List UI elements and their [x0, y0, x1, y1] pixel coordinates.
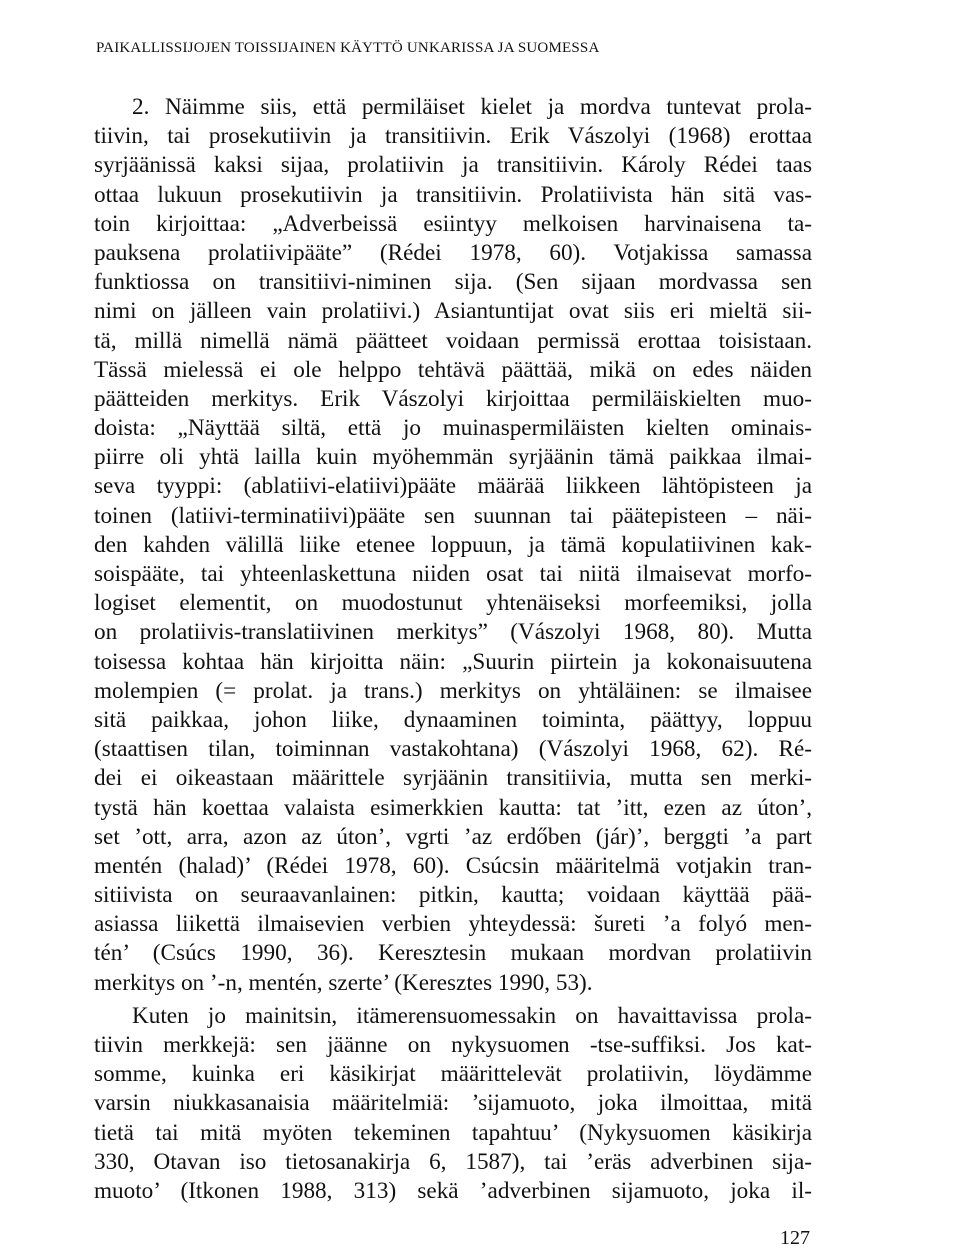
text-line: dei ei oikeastaan määrittele syrjäänin transitiivia, mutta sen merki- — [94, 765, 812, 792]
text-line: 330, Otavan iso tietosanakirja 6, 1587), tai ’eräs adverbinen sija- — [94, 1148, 812, 1175]
text-line: tiivin, tai prosekutiivin ja transitiivin. Erik Vászolyi (1968) erottaa — [94, 123, 812, 150]
text-line: sitä paikkaa, johon liike, dynaaminen toiminta, päättyy, loppuu — [94, 706, 812, 733]
text-line: toisessa kohtaa hän kirjoitta näin: „Suurin piirtein ja kokonaisuutena — [94, 648, 812, 675]
text-line: Kuten jo mainitsin, itämerensuomessakin on havaittavissa prola- — [132, 1002, 812, 1029]
text-line: tiivin merkkejä: sen jäänne on nykysuomen -tse-suffiksi. Jos kat- — [94, 1032, 812, 1058]
text-line: on prolatiivis-translatiivinen merkitys” (Vászolyi 1968, 80). Mutta — [94, 619, 812, 646]
text-line: tä, millä nimellä nämä päätteet voidaan permissä erottaa toisistaan. — [94, 327, 812, 354]
text-line: molempien (= prolat. ja trans.) merkitys on yhtäläinen: se ilmaisee — [94, 677, 812, 704]
text-line: merkitys on ’-n, mentén, szerte’ (Keresztes 1990, 53). — [94, 969, 593, 996]
page-number: 127 — [780, 1227, 810, 1249]
text-line: pauksena prolatiivipääte” (Rédei 1978, 60). Votjakissa samassa — [94, 239, 812, 266]
text-line: Tässä mielessä ei ole helppo tehtävä päättää, mikä on edes näiden — [94, 356, 812, 383]
paragraph-1 — [94, 93, 812, 998]
text-line: seva tyyppi: (ablatiivi-elatiivi)pääte määrää liikkeen lähtöpisteen ja — [94, 473, 812, 500]
paragraph-2 — [94, 1002, 812, 1206]
text-line: toin kirjoittaa: „Adverbeissä esiintyy melkoisen harvinaisena ta- — [94, 210, 812, 237]
text-line: asiassa liikettä ilmaisevien verbien yhteydessä: šureti ’a folyó men- — [94, 911, 812, 938]
text-line: päätteiden merkitys. Erik Vászolyi kirjoittaa permiläiskielten muo- — [94, 385, 812, 412]
text-line: doista: „Näyttää siltä, että jo muinaspermiläisten kielten ominais- — [94, 415, 812, 442]
text-line: sitiivista on seuraavanlainen: pitkin, kautta; voidaan käyttää pää- — [94, 882, 812, 909]
text-line: tystä hän koettaa valaista esimerkkien kautta: tat ’itt, ezen az úton’, — [94, 794, 812, 821]
text-line: logiset elementit, on muodostunut yhtenäiseksi morfeemiksi, jolla — [94, 590, 812, 617]
running-header: PAIKALLISSIJOJEN TOISSIJAINEN KÄYTTÖ UNKARISSA JA SUOMESSA — [96, 40, 600, 56]
text-line: tietä tai mitä myöten tekeminen tapahtuu’ (Nykysuomen käsikirja — [94, 1119, 812, 1146]
text-line: mentén (halad)’ (Rédei 1978, 60). Csúcsin määritelmä votjakin tran- — [94, 852, 812, 879]
text-line: varsin niukkasanaisia määritelmiä: ’sijamuoto, joka ilmoittaa, mitä — [94, 1090, 812, 1117]
text-line: tén’ (Csúcs 1990, 36). Keresztesin mukaan mordvan prolatiivin — [94, 940, 812, 967]
body-text — [94, 93, 812, 1206]
text-line: den kahden välillä liike etenee loppuun, ja tämä kopulatiivinen kak- — [94, 531, 812, 558]
text-line: soispääte, tai yhteenlaskettuna niiden osat tai niitä ilmaisevat morfo- — [94, 561, 812, 587]
text-line: syrjäänissä kaksi sijaa, prolatiivin ja transitiivin. Károly Rédei taas — [94, 152, 812, 179]
text-line: funktiossa on transitiivi-niminen sija. (Sen sijaan mordvassa sen — [94, 269, 812, 296]
text-line: muoto’ (Itkonen 1988, 313) sekä ’adverbinen sijamuoto, joka il- — [94, 1177, 812, 1204]
text-line: nimi on jälleen vain prolatiivi.) Asiantuntijat ovat siis eri mieltä sii- — [94, 298, 812, 325]
text-line: toinen (latiivi-terminatiivi)pääte sen suunnan tai päätepisteen – näi- — [94, 502, 812, 529]
text-line: (staattisen tilan, toiminnan vastakohtana) (Vászolyi 1968, 62). Ré- — [94, 736, 812, 763]
text-line: piirre oli yhtä lailla kuin myöhemmän syrjäänin tämä paikkaa ilmai- — [94, 444, 812, 471]
text-line: somme, kuinka eri käsikirjat määrittelevät prolatiivin, löydämme — [94, 1061, 812, 1088]
text-line: ottaa lukuun prosekutiivin ja transitiivin. Prolatiivista hän sitä vas- — [94, 181, 812, 208]
text-line: 2. Näimme siis, että permiläiset kielet ja mordva tuntevat prola- — [132, 94, 812, 120]
text-line: set ’ott, arra, azon az úton’, vgrti ’az erdőben (jár)’, berggti ’a part — [94, 823, 812, 850]
